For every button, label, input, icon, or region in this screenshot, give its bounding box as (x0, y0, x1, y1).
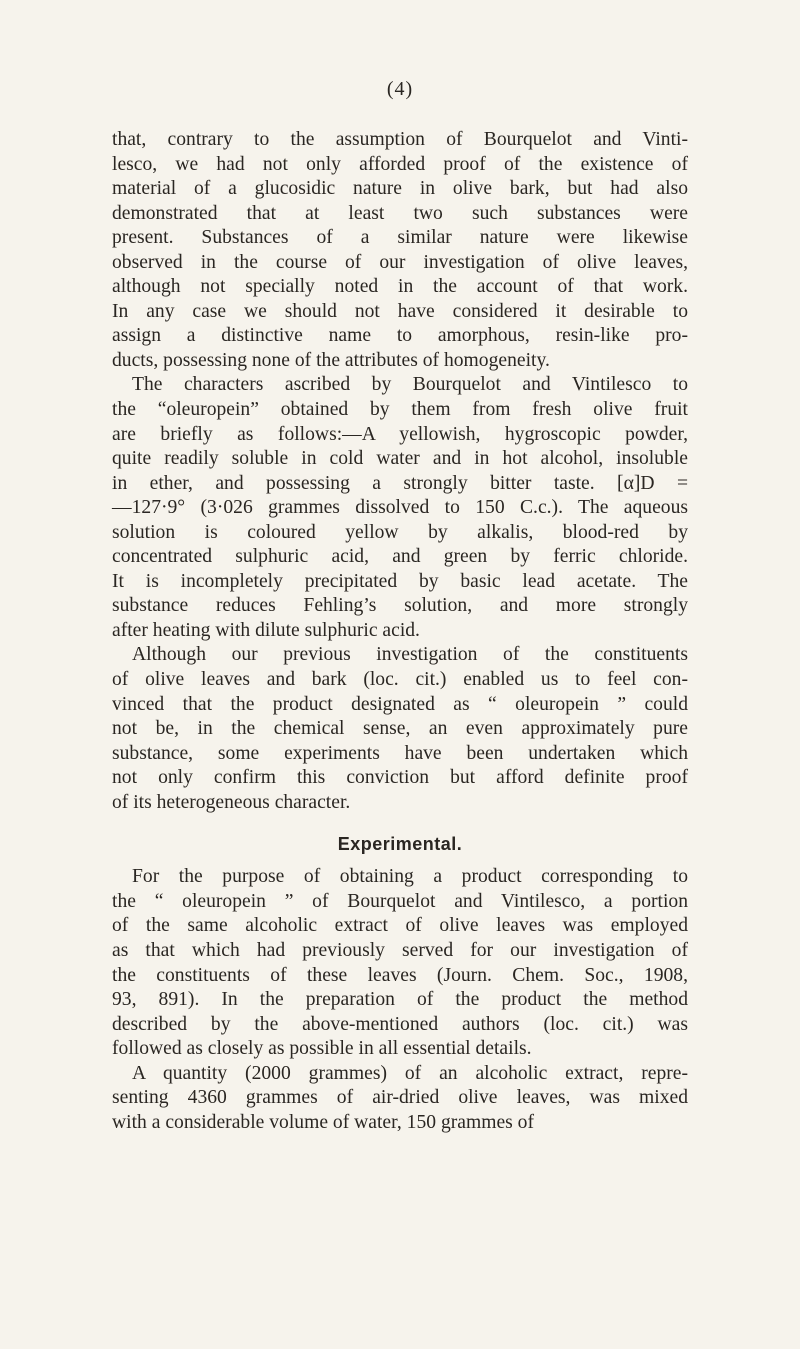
text-line: —127·9° (3·026 grammes dissolved to 150 C.c.). The aqueous (112, 497, 688, 519)
text-line: substance, some experiments have been undertaken which (112, 742, 688, 764)
text-line: quite readily soluble in cold water and in hot alcohol, insoluble (112, 448, 688, 470)
text-line: solution is coloured yellow by alkalis, blood-red by (112, 521, 688, 543)
text-line: the constituents of these leaves (Journ. Chem. Soc., 1908, (112, 964, 688, 986)
text-line: material of a glucosidic nature in olive bark, but had also (112, 178, 688, 200)
text-line: with a considerable volume of water, 150 grammes of (112, 1111, 534, 1133)
paragraph (112, 128, 688, 373)
text-line: observed in the course of our investigation of olive leaves, (112, 251, 688, 273)
paragraph (112, 865, 688, 1061)
text-line: the “oleuropein” obtained by them from fresh olive fruit (112, 399, 688, 421)
paragraphs-before-heading (112, 128, 688, 815)
text-line: senting 4360 grammes of air-dried olive leaves, was mixed (112, 1087, 688, 1109)
text-line: after heating with dilute sulphuric acid. (112, 619, 420, 641)
text-line: substance reduces Fehling’s solution, and more strongly (112, 595, 688, 617)
text-line: present. Substances of a similar nature were likewise (112, 227, 688, 249)
text-line: assign a distinctive name to amorphous, resin-like pro- (112, 325, 688, 347)
text-line: The characters ascribed by Bourquelot and Vintilesco to (132, 374, 688, 396)
text-line: Although our previous investigation of the constituents (132, 644, 688, 666)
text-line: concentrated sulphuric acid, and green by ferric chloride. (112, 546, 688, 568)
page-number: (4) (386, 78, 414, 100)
text-line: For the purpose of obtaining a product corresponding to (132, 866, 688, 888)
text-line: that, contrary to the assumption of Bourquelot and Vinti- (112, 129, 688, 150)
text-line: described by the above-mentioned authors (loc. cit.) was (112, 1013, 688, 1035)
text-line: not only confirm this conviction but afford definite proof (112, 767, 688, 789)
text-line: as that which had previously served for our investigation of (112, 939, 688, 961)
text-line: demonstrated that at least two such substances were (112, 202, 688, 224)
text-line: lesco, we had not only afforded proof of the existence of (112, 153, 688, 175)
text-line: the “ oleuropein ” of Bourquelot and Vintilesco, a portion (112, 890, 688, 912)
body-text (112, 128, 688, 1135)
paragraph (112, 643, 688, 815)
paragraph (112, 1062, 688, 1136)
text-line: ducts, possessing none of the attributes of homogeneity. (112, 349, 550, 371)
text-line: although not specially noted in the account of that work. (112, 276, 688, 298)
text-line: of its heterogeneous character. (112, 791, 351, 813)
paragraph (112, 373, 688, 643)
text-line: not be, in the chemical sense, an even approximately pure (112, 718, 688, 740)
text-line: of olive leaves and bark (loc. cit.) enabled us to feel con- (112, 669, 688, 691)
section-heading: Experimental. (337, 834, 463, 855)
text-line: of the same alcoholic extract of olive leaves was employed (112, 915, 688, 937)
paragraphs-after-heading (112, 865, 688, 1135)
text-line: are briefly as follows:—A yellowish, hygroscopic powder, (112, 423, 688, 445)
text-line: 93, 891). In the preparation of the product the method (112, 989, 688, 1011)
text-line: followed as closely as possible in all essential details. (112, 1038, 532, 1060)
text-line: in ether, and possessing a strongly bitter taste. [α]D = (112, 472, 688, 494)
text-line: It is incompletely precipitated by basic lead acetate. The (112, 570, 688, 592)
text-line: In any case we should not have considered it desirable to (112, 300, 688, 322)
text-line: A quantity (2000 grammes) of an alcoholic extract, repre- (132, 1062, 688, 1084)
text-line: vinced that the product designated as “ oleuropein ” could (112, 693, 688, 715)
